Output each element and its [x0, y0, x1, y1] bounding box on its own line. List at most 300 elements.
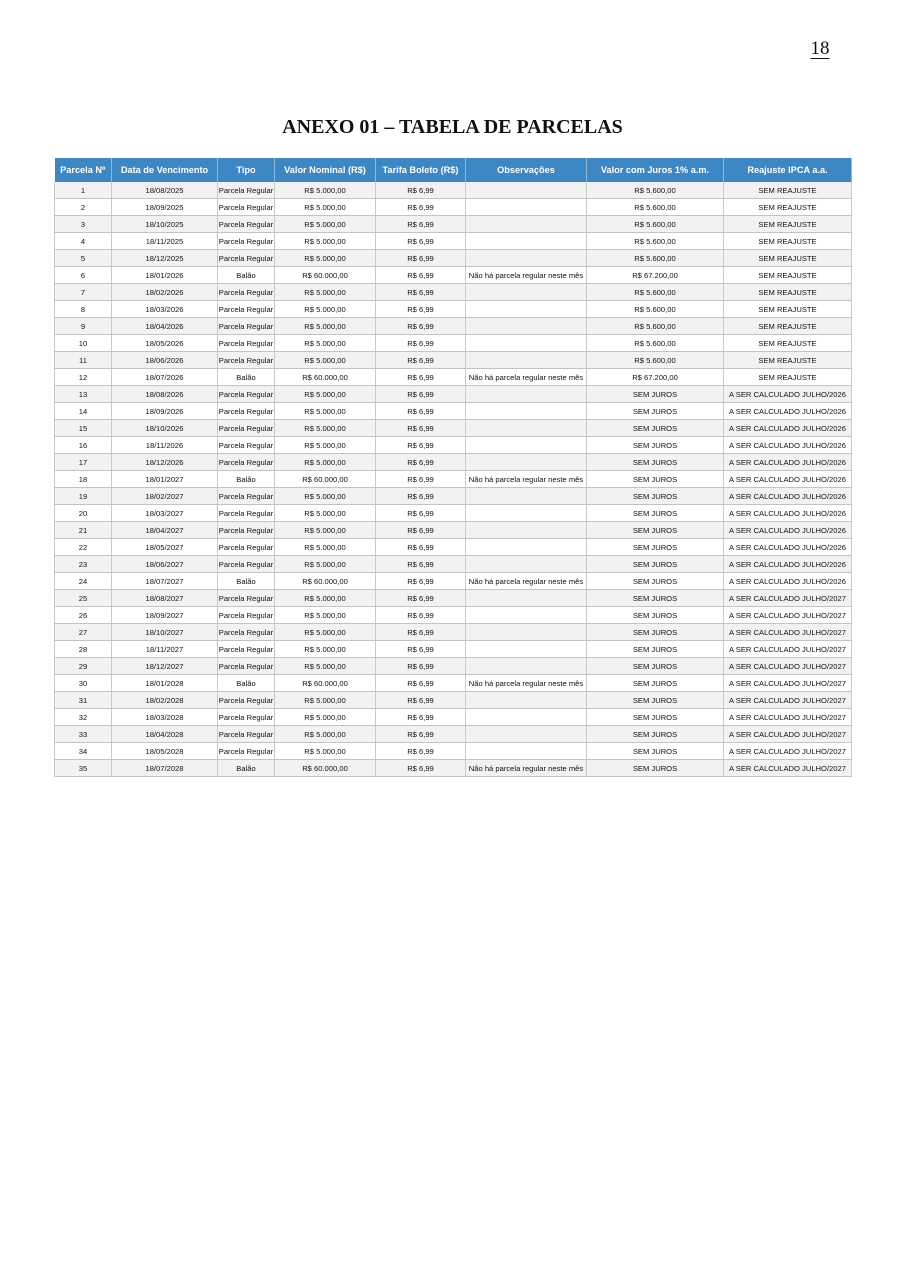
cell-reajuste-ipca: SEM REAJUSTE	[724, 216, 852, 233]
cell-tarifa-boleto: R$ 6,99	[376, 522, 466, 539]
cell-observacoes	[466, 743, 587, 760]
cell-tipo: Parcela Regular	[218, 624, 275, 641]
cell-parcela: 35	[55, 760, 112, 777]
cell-reajuste-ipca: A SER CALCULADO JULHO/2026	[724, 437, 852, 454]
cell-tipo: Parcela Regular	[218, 420, 275, 437]
cell-data-vencimento: 18/10/2025	[112, 216, 218, 233]
cell-data-vencimento: 18/12/2025	[112, 250, 218, 267]
cell-valor-nominal: R$ 5.000,00	[275, 352, 376, 369]
cell-tipo: Parcela Regular	[218, 335, 275, 352]
table-row	[55, 641, 852, 658]
cell-data-vencimento: 18/11/2025	[112, 233, 218, 250]
table-row	[55, 454, 852, 471]
cell-tipo: Parcela Regular	[218, 590, 275, 607]
cell-reajuste-ipca: SEM REAJUSTE	[724, 352, 852, 369]
cell-data-vencimento: 18/12/2027	[112, 658, 218, 675]
cell-tarifa-boleto: R$ 6,99	[376, 743, 466, 760]
cell-parcela: 23	[55, 556, 112, 573]
cell-data-vencimento: 18/05/2026	[112, 335, 218, 352]
cell-valor-juros: R$ 5.600,00	[587, 199, 724, 216]
installments-table	[54, 158, 852, 777]
cell-observacoes	[466, 216, 587, 233]
cell-valor-nominal: R$ 5.000,00	[275, 539, 376, 556]
cell-tarifa-boleto: R$ 6,99	[376, 488, 466, 505]
cell-tarifa-boleto: R$ 6,99	[376, 471, 466, 488]
cell-data-vencimento: 18/03/2026	[112, 301, 218, 318]
cell-valor-juros: SEM JUROS	[587, 437, 724, 454]
cell-tipo: Parcela Regular	[218, 233, 275, 250]
cell-data-vencimento: 18/11/2027	[112, 641, 218, 658]
table-row	[55, 301, 852, 318]
cell-data-vencimento: 18/04/2027	[112, 522, 218, 539]
cell-parcela: 27	[55, 624, 112, 641]
table-row	[55, 216, 852, 233]
cell-valor-juros: SEM JUROS	[587, 488, 724, 505]
cell-valor-juros: SEM JUROS	[587, 760, 724, 777]
cell-tarifa-boleto: R$ 6,99	[376, 250, 466, 267]
table-row	[55, 539, 852, 556]
cell-reajuste-ipca: A SER CALCULADO JULHO/2026	[724, 488, 852, 505]
cell-reajuste-ipca: SEM REAJUSTE	[724, 267, 852, 284]
table-row	[55, 709, 852, 726]
cell-parcela: 22	[55, 539, 112, 556]
cell-observacoes: Não há parcela regular neste mês	[466, 471, 587, 488]
cell-reajuste-ipca: A SER CALCULADO JULHO/2027	[724, 692, 852, 709]
cell-tipo: Balão	[218, 573, 275, 590]
cell-valor-nominal: R$ 60.000,00	[275, 760, 376, 777]
cell-valor-juros: SEM JUROS	[587, 743, 724, 760]
column-header-tipo: Tipo	[218, 158, 275, 182]
cell-tipo: Parcela Regular	[218, 692, 275, 709]
cell-valor-nominal: R$ 5.000,00	[275, 522, 376, 539]
cell-tarifa-boleto: R$ 6,99	[376, 233, 466, 250]
table-row	[55, 573, 852, 590]
column-header-tarifa-boleto: Tarifa Boleto (R$)	[376, 158, 466, 182]
cell-observacoes: Não há parcela regular neste mês	[466, 369, 587, 386]
cell-valor-juros: SEM JUROS	[587, 624, 724, 641]
table-row	[55, 675, 852, 692]
cell-tipo: Parcela Regular	[218, 403, 275, 420]
cell-parcela: 11	[55, 352, 112, 369]
cell-data-vencimento: 18/07/2027	[112, 573, 218, 590]
cell-tipo: Balão	[218, 760, 275, 777]
cell-tipo: Parcela Regular	[218, 437, 275, 454]
cell-reajuste-ipca: A SER CALCULADO JULHO/2027	[724, 760, 852, 777]
cell-valor-juros: R$ 5.600,00	[587, 352, 724, 369]
cell-tarifa-boleto: R$ 6,99	[376, 403, 466, 420]
cell-parcela: 9	[55, 318, 112, 335]
table-row	[55, 182, 852, 199]
cell-observacoes	[466, 318, 587, 335]
table-row	[55, 233, 852, 250]
cell-valor-nominal: R$ 5.000,00	[275, 216, 376, 233]
table-row	[55, 471, 852, 488]
cell-parcela: 29	[55, 658, 112, 675]
cell-observacoes	[466, 233, 587, 250]
cell-data-vencimento: 18/07/2026	[112, 369, 218, 386]
cell-observacoes	[466, 607, 587, 624]
cell-valor-nominal: R$ 60.000,00	[275, 675, 376, 692]
cell-tipo: Parcela Regular	[218, 726, 275, 743]
table-row	[55, 284, 852, 301]
cell-observacoes	[466, 726, 587, 743]
cell-valor-nominal: R$ 5.000,00	[275, 556, 376, 573]
cell-reajuste-ipca: A SER CALCULADO JULHO/2026	[724, 522, 852, 539]
cell-tipo: Parcela Regular	[218, 216, 275, 233]
cell-parcela: 20	[55, 505, 112, 522]
cell-parcela: 8	[55, 301, 112, 318]
cell-tarifa-boleto: R$ 6,99	[376, 641, 466, 658]
column-header-observacoes: Observações	[466, 158, 587, 182]
cell-tipo: Parcela Regular	[218, 199, 275, 216]
cell-valor-nominal: R$ 5.000,00	[275, 641, 376, 658]
cell-valor-juros: SEM JUROS	[587, 641, 724, 658]
table-row	[55, 556, 852, 573]
cell-data-vencimento: 18/08/2027	[112, 590, 218, 607]
cell-data-vencimento: 18/12/2026	[112, 454, 218, 471]
cell-reajuste-ipca: A SER CALCULADO JULHO/2026	[724, 573, 852, 590]
cell-reajuste-ipca: SEM REAJUSTE	[724, 233, 852, 250]
cell-valor-nominal: R$ 5.000,00	[275, 743, 376, 760]
table-row	[55, 318, 852, 335]
cell-valor-nominal: R$ 5.000,00	[275, 658, 376, 675]
cell-tipo: Parcela Regular	[218, 743, 275, 760]
cell-tipo: Parcela Regular	[218, 607, 275, 624]
cell-tarifa-boleto: R$ 6,99	[376, 658, 466, 675]
cell-tipo: Parcela Regular	[218, 709, 275, 726]
table-row	[55, 335, 852, 352]
cell-reajuste-ipca: SEM REAJUSTE	[724, 301, 852, 318]
cell-valor-nominal: R$ 5.000,00	[275, 420, 376, 437]
cell-valor-nominal: R$ 5.000,00	[275, 709, 376, 726]
cell-parcela: 2	[55, 199, 112, 216]
cell-parcela: 26	[55, 607, 112, 624]
cell-valor-juros: SEM JUROS	[587, 590, 724, 607]
cell-reajuste-ipca: SEM REAJUSTE	[724, 182, 852, 199]
cell-observacoes	[466, 335, 587, 352]
cell-valor-nominal: R$ 5.000,00	[275, 386, 376, 403]
cell-valor-juros: R$ 5.600,00	[587, 233, 724, 250]
cell-tarifa-boleto: R$ 6,99	[376, 318, 466, 335]
cell-tarifa-boleto: R$ 6,99	[376, 590, 466, 607]
cell-valor-nominal: R$ 5.000,00	[275, 505, 376, 522]
cell-valor-nominal: R$ 5.000,00	[275, 624, 376, 641]
table-row	[55, 420, 852, 437]
cell-valor-nominal: R$ 60.000,00	[275, 267, 376, 284]
cell-parcela: 21	[55, 522, 112, 539]
cell-tarifa-boleto: R$ 6,99	[376, 556, 466, 573]
cell-valor-nominal: R$ 5.000,00	[275, 488, 376, 505]
cell-valor-nominal: R$ 5.000,00	[275, 726, 376, 743]
table-row	[55, 403, 852, 420]
cell-tarifa-boleto: R$ 6,99	[376, 607, 466, 624]
cell-data-vencimento: 18/10/2026	[112, 420, 218, 437]
cell-data-vencimento: 18/08/2025	[112, 182, 218, 199]
column-header-data-vencimento: Data de Vencimento	[112, 158, 218, 182]
cell-tarifa-boleto: R$ 6,99	[376, 675, 466, 692]
cell-observacoes	[466, 352, 587, 369]
cell-tipo: Parcela Regular	[218, 318, 275, 335]
page-title: ANEXO 01 – TABELA DE PARCELAS	[282, 116, 623, 138]
table-row	[55, 250, 852, 267]
cell-parcela: 17	[55, 454, 112, 471]
cell-observacoes	[466, 505, 587, 522]
cell-tarifa-boleto: R$ 6,99	[376, 301, 466, 318]
cell-parcela: 16	[55, 437, 112, 454]
cell-observacoes	[466, 403, 587, 420]
cell-observacoes	[466, 522, 587, 539]
cell-tarifa-boleto: R$ 6,99	[376, 369, 466, 386]
column-header-valor-nominal: Valor Nominal (R$)	[275, 158, 376, 182]
cell-valor-nominal: R$ 5.000,00	[275, 607, 376, 624]
table-row	[55, 267, 852, 284]
table-row	[55, 522, 852, 539]
table-header	[55, 158, 852, 182]
cell-tipo: Parcela Regular	[218, 641, 275, 658]
cell-valor-juros: SEM JUROS	[587, 726, 724, 743]
cell-reajuste-ipca: A SER CALCULADO JULHO/2026	[724, 420, 852, 437]
cell-observacoes	[466, 437, 587, 454]
cell-data-vencimento: 18/04/2028	[112, 726, 218, 743]
cell-parcela: 31	[55, 692, 112, 709]
cell-reajuste-ipca: A SER CALCULADO JULHO/2026	[724, 386, 852, 403]
cell-data-vencimento: 18/01/2026	[112, 267, 218, 284]
table-row	[55, 505, 852, 522]
cell-reajuste-ipca: SEM REAJUSTE	[724, 318, 852, 335]
cell-tipo: Parcela Regular	[218, 182, 275, 199]
cell-observacoes: Não há parcela regular neste mês	[466, 760, 587, 777]
cell-valor-juros: SEM JUROS	[587, 386, 724, 403]
cell-data-vencimento: 18/11/2026	[112, 437, 218, 454]
cell-valor-nominal: R$ 5.000,00	[275, 182, 376, 199]
cell-valor-juros: R$ 5.600,00	[587, 318, 724, 335]
cell-reajuste-ipca: SEM REAJUSTE	[724, 369, 852, 386]
cell-tipo: Parcela Regular	[218, 386, 275, 403]
cell-tipo: Parcela Regular	[218, 539, 275, 556]
cell-tipo: Balão	[218, 369, 275, 386]
cell-parcela: 33	[55, 726, 112, 743]
cell-parcela: 34	[55, 743, 112, 760]
cell-parcela: 1	[55, 182, 112, 199]
cell-parcela: 4	[55, 233, 112, 250]
table-row	[55, 437, 852, 454]
cell-reajuste-ipca: A SER CALCULADO JULHO/2026	[724, 454, 852, 471]
table-row	[55, 352, 852, 369]
cell-valor-juros: SEM JUROS	[587, 658, 724, 675]
cell-tarifa-boleto: R$ 6,99	[376, 624, 466, 641]
cell-data-vencimento: 18/08/2026	[112, 386, 218, 403]
cell-tarifa-boleto: R$ 6,99	[376, 454, 466, 471]
cell-data-vencimento: 18/02/2027	[112, 488, 218, 505]
table-row	[55, 199, 852, 216]
cell-data-vencimento: 18/03/2028	[112, 709, 218, 726]
cell-observacoes: Não há parcela regular neste mês	[466, 675, 587, 692]
cell-tipo: Parcela Regular	[218, 301, 275, 318]
cell-parcela: 3	[55, 216, 112, 233]
cell-valor-juros: R$ 5.600,00	[587, 182, 724, 199]
table-row	[55, 692, 852, 709]
cell-observacoes	[466, 539, 587, 556]
cell-data-vencimento: 18/09/2027	[112, 607, 218, 624]
cell-valor-nominal: R$ 60.000,00	[275, 369, 376, 386]
cell-reajuste-ipca: A SER CALCULADO JULHO/2027	[724, 624, 852, 641]
table-row	[55, 488, 852, 505]
cell-observacoes	[466, 284, 587, 301]
table-row	[55, 743, 852, 760]
cell-valor-nominal: R$ 5.000,00	[275, 284, 376, 301]
column-header-reajuste-ipca: Reajuste IPCA a.a.	[724, 158, 852, 182]
cell-valor-nominal: R$ 5.000,00	[275, 233, 376, 250]
cell-observacoes	[466, 250, 587, 267]
table-row	[55, 760, 852, 777]
cell-valor-juros: R$ 5.600,00	[587, 284, 724, 301]
cell-tarifa-boleto: R$ 6,99	[376, 352, 466, 369]
cell-valor-nominal: R$ 5.000,00	[275, 692, 376, 709]
cell-observacoes	[466, 420, 587, 437]
cell-data-vencimento: 18/05/2028	[112, 743, 218, 760]
cell-tipo: Parcela Regular	[218, 250, 275, 267]
cell-tarifa-boleto: R$ 6,99	[376, 437, 466, 454]
cell-data-vencimento: 18/09/2025	[112, 199, 218, 216]
table-body	[55, 182, 852, 777]
cell-valor-juros: R$ 5.600,00	[587, 335, 724, 352]
cell-valor-juros: SEM JUROS	[587, 505, 724, 522]
cell-data-vencimento: 18/01/2028	[112, 675, 218, 692]
cell-valor-juros: R$ 67.200,00	[587, 267, 724, 284]
cell-parcela: 5	[55, 250, 112, 267]
cell-valor-juros: SEM JUROS	[587, 573, 724, 590]
cell-parcela: 25	[55, 590, 112, 607]
cell-valor-nominal: R$ 5.000,00	[275, 318, 376, 335]
cell-valor-nominal: R$ 5.000,00	[275, 250, 376, 267]
cell-reajuste-ipca: A SER CALCULADO JULHO/2026	[724, 403, 852, 420]
cell-valor-juros: R$ 67.200,00	[587, 369, 724, 386]
cell-parcela: 6	[55, 267, 112, 284]
cell-reajuste-ipca: A SER CALCULADO JULHO/2027	[724, 726, 852, 743]
cell-parcela: 30	[55, 675, 112, 692]
cell-reajuste-ipca: A SER CALCULADO JULHO/2026	[724, 539, 852, 556]
cell-parcela: 28	[55, 641, 112, 658]
cell-observacoes	[466, 590, 587, 607]
cell-reajuste-ipca: SEM REAJUSTE	[724, 335, 852, 352]
cell-reajuste-ipca: SEM REAJUSTE	[724, 199, 852, 216]
cell-valor-juros: SEM JUROS	[587, 709, 724, 726]
cell-parcela: 13	[55, 386, 112, 403]
cell-observacoes	[466, 641, 587, 658]
cell-reajuste-ipca: A SER CALCULADO JULHO/2026	[724, 556, 852, 573]
column-header-parcela: Parcela Nº	[55, 158, 112, 182]
cell-tipo: Parcela Regular	[218, 522, 275, 539]
cell-reajuste-ipca: SEM REAJUSTE	[724, 250, 852, 267]
cell-tipo: Parcela Regular	[218, 556, 275, 573]
cell-parcela: 14	[55, 403, 112, 420]
table-row	[55, 369, 852, 386]
cell-parcela: 7	[55, 284, 112, 301]
cell-parcela: 19	[55, 488, 112, 505]
cell-tarifa-boleto: R$ 6,99	[376, 335, 466, 352]
header-row	[55, 158, 852, 182]
cell-data-vencimento: 18/04/2026	[112, 318, 218, 335]
cell-tipo: Balão	[218, 675, 275, 692]
cell-valor-nominal: R$ 60.000,00	[275, 573, 376, 590]
cell-valor-juros: SEM JUROS	[587, 556, 724, 573]
cell-valor-nominal: R$ 5.000,00	[275, 403, 376, 420]
table-row	[55, 607, 852, 624]
cell-tarifa-boleto: R$ 6,99	[376, 386, 466, 403]
cell-tipo: Parcela Regular	[218, 505, 275, 522]
cell-tarifa-boleto: R$ 6,99	[376, 267, 466, 284]
cell-valor-juros: SEM JUROS	[587, 607, 724, 624]
cell-data-vencimento: 18/02/2026	[112, 284, 218, 301]
cell-observacoes	[466, 624, 587, 641]
cell-observacoes	[466, 454, 587, 471]
cell-parcela: 10	[55, 335, 112, 352]
cell-tarifa-boleto: R$ 6,99	[376, 284, 466, 301]
cell-reajuste-ipca: A SER CALCULADO JULHO/2027	[724, 607, 852, 624]
cell-tarifa-boleto: R$ 6,99	[376, 573, 466, 590]
cell-observacoes: Não há parcela regular neste mês	[466, 267, 587, 284]
cell-tarifa-boleto: R$ 6,99	[376, 692, 466, 709]
cell-observacoes	[466, 556, 587, 573]
cell-observacoes	[466, 199, 587, 216]
cell-observacoes	[466, 709, 587, 726]
cell-reajuste-ipca: A SER CALCULADO JULHO/2027	[724, 590, 852, 607]
cell-tipo: Parcela Regular	[218, 352, 275, 369]
cell-tarifa-boleto: R$ 6,99	[376, 726, 466, 743]
cell-tarifa-boleto: R$ 6,99	[376, 760, 466, 777]
cell-tarifa-boleto: R$ 6,99	[376, 505, 466, 522]
cell-valor-juros: SEM JUROS	[587, 420, 724, 437]
cell-parcela: 32	[55, 709, 112, 726]
cell-valor-nominal: R$ 5.000,00	[275, 590, 376, 607]
cell-parcela: 15	[55, 420, 112, 437]
cell-tarifa-boleto: R$ 6,99	[376, 199, 466, 216]
cell-valor-nominal: R$ 5.000,00	[275, 454, 376, 471]
table-row	[55, 726, 852, 743]
cell-data-vencimento: 18/02/2028	[112, 692, 218, 709]
cell-reajuste-ipca: A SER CALCULADO JULHO/2027	[724, 743, 852, 760]
cell-valor-nominal: R$ 5.000,00	[275, 199, 376, 216]
cell-reajuste-ipca: A SER CALCULADO JULHO/2026	[724, 471, 852, 488]
cell-valor-juros: SEM JUROS	[587, 539, 724, 556]
page-number: 18	[810, 38, 830, 59]
cell-valor-nominal: R$ 5.000,00	[275, 335, 376, 352]
cell-data-vencimento: 18/06/2026	[112, 352, 218, 369]
cell-tarifa-boleto: R$ 6,99	[376, 420, 466, 437]
cell-observacoes	[466, 386, 587, 403]
cell-valor-nominal: R$ 60.000,00	[275, 471, 376, 488]
cell-tarifa-boleto: R$ 6,99	[376, 182, 466, 199]
cell-observacoes	[466, 692, 587, 709]
cell-tarifa-boleto: R$ 6,99	[376, 539, 466, 556]
cell-data-vencimento: 18/07/2028	[112, 760, 218, 777]
cell-tipo: Balão	[218, 267, 275, 284]
cell-tipo: Parcela Regular	[218, 454, 275, 471]
cell-valor-nominal: R$ 5.000,00	[275, 301, 376, 318]
cell-valor-juros: R$ 5.600,00	[587, 216, 724, 233]
cell-parcela: 12	[55, 369, 112, 386]
cell-valor-juros: SEM JUROS	[587, 522, 724, 539]
cell-observacoes	[466, 301, 587, 318]
cell-observacoes	[466, 658, 587, 675]
table-row	[55, 624, 852, 641]
table-row	[55, 386, 852, 403]
cell-observacoes: Não há parcela regular neste mês	[466, 573, 587, 590]
cell-reajuste-ipca: A SER CALCULADO JULHO/2026	[724, 505, 852, 522]
cell-reajuste-ipca: A SER CALCULADO JULHO/2027	[724, 709, 852, 726]
cell-data-vencimento: 18/10/2027	[112, 624, 218, 641]
cell-observacoes	[466, 488, 587, 505]
